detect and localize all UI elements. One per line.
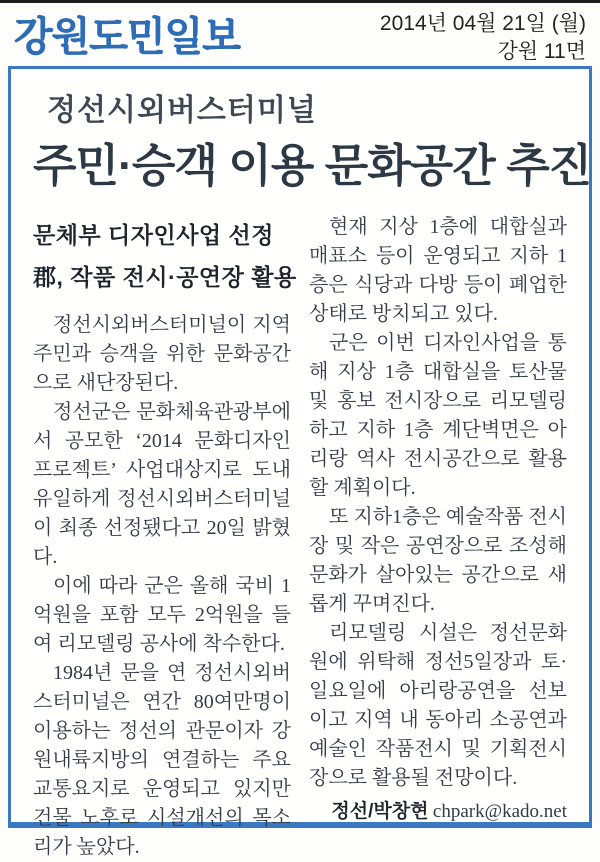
- article-kicker: 정선시외버스터미널: [47, 94, 317, 127]
- issue-info: [380, 10, 586, 65]
- article-columns: [33, 213, 567, 862]
- masthead: [0, 3, 600, 63]
- paragraph: 문체부 디자인사업 선정: [33, 222, 274, 248]
- article-headline: 주민·승객 이용 문화공간 추진: [33, 140, 592, 191]
- issue-page-number: 강원 11면: [497, 39, 586, 63]
- article-box: [8, 66, 592, 858]
- issue-date: 2014년 04월 21일 (월): [379, 12, 586, 35]
- paragraph: 군은 이번 디자인사업을 통해 지상 1층 대합실을 토산물 및 홍보 전시장으로 리모델링하고 지하 1층 계단벽면은 아리랑 역사 전시공간으로 활용할 계획이다.: [309, 332, 567, 499]
- left-column: [33, 213, 297, 862]
- byline-email: chpark@kado.net: [432, 801, 567, 822]
- newspaper-logo: 강원도민일보: [14, 15, 240, 59]
- paragraph: 이에 따라 군은 올해 국비 1억원을 포함 모두 2억원을 들여 리모델링 공사에 착수한다.: [33, 574, 291, 655]
- right-column-body: [309, 213, 567, 793]
- byline-reporter: 정선/박창현: [331, 801, 429, 822]
- byline: [309, 796, 567, 823]
- paragraph: 1984년 문을 연 정선시외버스터미널은 연간 80여만명이 이용하는 정선의 관문이자 강원내륙지방의 연결하는 주요 교통요지로 운영되고 있지만 건물 노후로 시설개선의 목소리가 높았다.: [33, 661, 291, 858]
- paragraph: 현재 지상 1층에 대합실과 매표소 등이 운영되고 지하 1층은 식당과 다방 등이 폐업한 상태로 방치되고 있다.: [309, 216, 567, 325]
- paragraph: 리모델링 시설은 정선문화원에 위탁해 정선5일장과 토·일요일에 아리랑공연을 선보이고 지역 내 동아리 소공연과 예술인 작품전시 및 기획전시장으로 활용될 전망이다.: [309, 622, 567, 789]
- article-subhead: [33, 215, 297, 299]
- paragraph: 정선시외버스터미널이 지역 주민과 승객을 위한 문화공간으로 새단장된다.: [33, 313, 291, 394]
- paragraph: 또 지하1층은 예술작품 전시장 및 작은 공연장으로 조성해 문화가 살아있는 공간으로 새롭게 꾸며진다.: [309, 506, 567, 615]
- left-column-body: [33, 311, 291, 862]
- paragraph: 정선군은 문화체육관광부에서 공모한 ‘2014 문화디자인 프로젝트’ 사업대상지로 도내 유일하게 정선시외버스터미널이 최종 선정됐다고 20일 밝혔다.: [33, 400, 291, 568]
- right-column: [309, 213, 567, 862]
- paragraph: 郡, 작품 전시·공연장 활용: [33, 263, 297, 290]
